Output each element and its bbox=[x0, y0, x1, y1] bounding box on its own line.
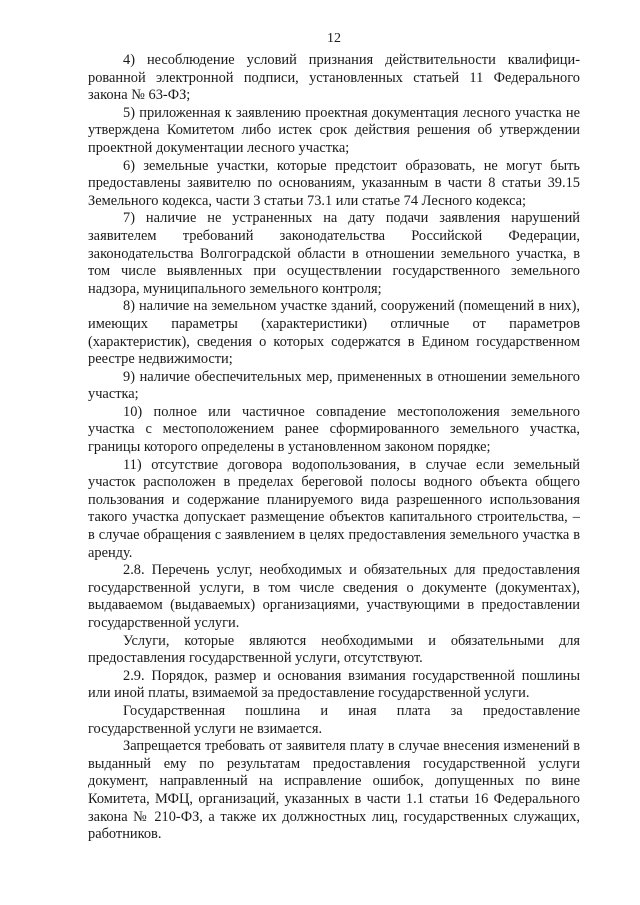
paragraph-item-10: 10) полное или частичное совпадение местоположения земельного участка с местоположением ранее сформированного земельного участка, границы которого определены в установленном законом порядке; bbox=[88, 403, 580, 456]
section-2-9-heading: 2.9. Порядок, размер и основания взимания государственной пошлины или иной платы, взимаемой за предоставление государственной услуги. bbox=[88, 667, 580, 702]
section-2-8-text: Услуги, которые являются необходимыми и обязательными для предоставления государственной услуги, отсутствуют. bbox=[88, 632, 580, 667]
section-2-9-text: Государственная пошлина и иная плата за предоставление государственной услуги не взимается. bbox=[88, 702, 580, 737]
paragraph-item-8: 8) наличие на земельном участке зданий, сооружений (помещений в них), имеющих параметры (характеристики) отличные от параметров (характеристик), сведения о которых содержатся в Едином государственном реестре недвижимости; bbox=[88, 298, 580, 368]
paragraph-item-7: 7) наличие не устраненных на дату подачи заявления нарушений заявителем требований законодательства Российской Федерации, законодательства Волгоградской области в отношении земельного участка, в том числе выявленных при осуществлении государственного земельного надзора, муниципального земельного контроля; bbox=[88, 210, 580, 297]
paragraph-item-5: 5) приложенная к заявлению проектная документация лесного участка не утверждена Комитетом либо истек срок действия решения об утверждении проектной документации лесного участка; bbox=[88, 104, 580, 156]
paragraph-item-11: 11) отсутствие договора водопользования, в случае если земельный участок расположен в пределах береговой полосы водного объекта общего пользования и содержание планируемого вида разрешенного использования такого участка допускает размещение объектов капитального строительства, – в случае обращения с заявлением в целях предоставления земельного участка в аренду. bbox=[88, 456, 580, 561]
paragraph-item-4: 4) несоблюдение условий признания действительности квалифицированной электронной подписи, установленных статьей 11 Федерального закона № 63-ФЗ; bbox=[88, 52, 580, 104]
paragraph-item-9: 9) наличие обеспечительных мер, примененных в отношении земельного участка; bbox=[88, 368, 580, 403]
document-body bbox=[88, 52, 580, 844]
page-number: 12 bbox=[327, 31, 341, 46]
section-2-8-heading: 2.8. Перечень услуг, необходимых и обязательных для предоставления государственной услуги, в том числе сведения о документе (документах), выдаваемом (выдаваемых) организациями, участвующими в предоставлении государственной услуги. bbox=[88, 562, 580, 631]
paragraph-item-6: 6) земельные участки, которые предстоит образовать, не могут быть предоставлены заявителю по основаниям, указанным в части 8 статьи 39.15 Земельного кодекса, части 3 статьи 73.1 или статье 74 Лесного кодекса; bbox=[88, 157, 580, 209]
document-page bbox=[88, 0, 580, 905]
fee-prohibition-text: Запрещается требовать от заявителя плату в случае внесения изменений в выданный ему по результатам предоставления государственной услуги документ, направленный на исправление ошибок, допущенных по вине Комитета, МФЦ, организаций, указанных в части 1.1 статьи 16 Федерального закона № 210-ФЗ, а также их должностных лиц, государственных служащих, работников. bbox=[88, 738, 580, 843]
